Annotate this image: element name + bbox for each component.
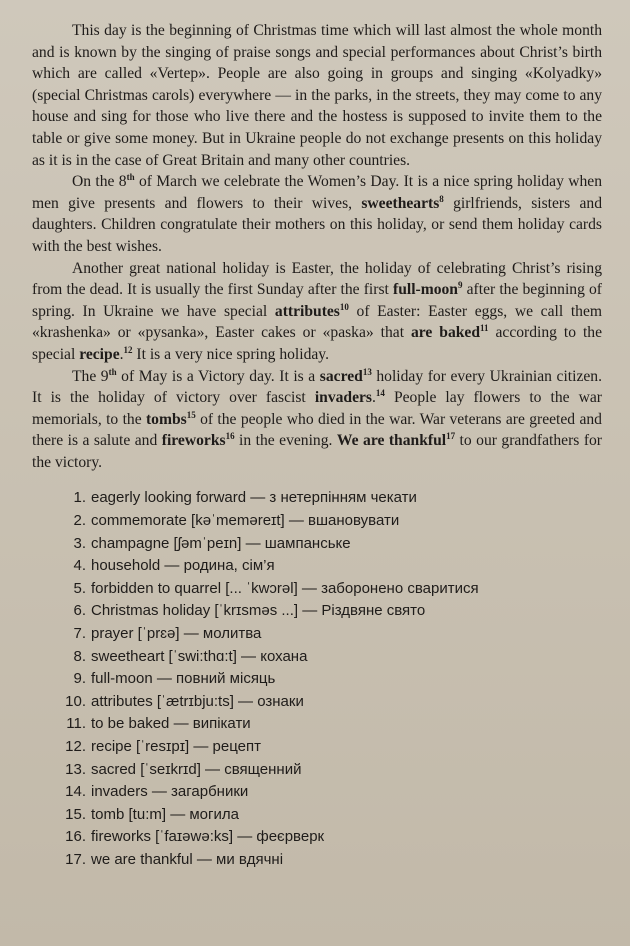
vocab-text: to be baked — випікати <box>91 715 251 733</box>
vocab-number: 17. <box>65 850 86 868</box>
vocab-number: 13. <box>65 760 86 778</box>
text-run: of the people who died in the war. War veterans are greeted and there is a salute and <box>32 410 602 450</box>
vocab-item <box>58 578 602 601</box>
vocab-number: 3. <box>73 534 86 552</box>
vocab-text: fireworks [ˈfaɪəwə:ks] — феєрверк <box>91 828 325 846</box>
vocab-term: are baked <box>410 324 481 342</box>
text-run: according to the special <box>32 324 603 363</box>
footnote-marker: 11 <box>480 323 489 334</box>
vocab-text: sacred [ˈseɪkrɪd] — священний <box>91 760 302 778</box>
vocab-item <box>58 668 602 691</box>
vocab-term: attributes <box>274 302 340 320</box>
paragraph <box>32 258 602 366</box>
vocab-text: attributes [ˈætrɪbju:ts] — ознаки <box>91 692 304 710</box>
vocab-item <box>58 849 602 872</box>
text-run: after the beginning of spring. In Ukraine we have special <box>32 281 602 320</box>
vocab-item <box>58 646 602 669</box>
paragraph <box>32 366 602 474</box>
vocab-term: recipe <box>79 345 120 363</box>
vocab-text: Christmas holiday [ˈkrɪsməs ...] — Різдвяне свято <box>91 602 426 620</box>
text-run: . <box>119 345 124 363</box>
footnote-marker: 9 <box>457 279 463 290</box>
text-run: The 9 <box>72 367 109 385</box>
paragraph <box>32 171 602 257</box>
text-run: This day is the beginning of Christmas time which will last almost the whole month and is known by the singing of praise songs and special performances about Christ’s birth which are called «Vertep». People are also going in groups and singing «Kolyadky» (special Christmas carols) everywhere — in the parks, in the streets, they may come to any house and sing for those who live there and the hostess is supposed to invite them to the table or give some money. But in Ukraine people do not exchange presents on this holiday as it is in the case of Great Britain and many other countries. <box>32 22 602 169</box>
vocab-text: eagerly looking forward — з нетерпінням чекати <box>91 489 417 507</box>
vocab-text: sweetheart [ˈswi:thɑ:t] — кохана <box>91 647 308 665</box>
vocab-term: sacred <box>319 367 363 385</box>
vocab-term: full-moon <box>393 281 458 299</box>
text-run: girlfriends, sisters and daughters. Children congratulate their mothers on this holiday, or send them holiday cards with the best wishes. <box>32 194 602 255</box>
vocab-number: 5. <box>73 579 86 597</box>
vocab-item <box>58 555 602 578</box>
vocab-item <box>58 533 602 556</box>
footnote-marker: th <box>108 366 117 377</box>
vocab-item <box>58 623 602 646</box>
vocab-item <box>58 510 602 533</box>
vocab-item <box>58 691 602 714</box>
vocab-text: full-moon — повний місяць <box>91 670 276 688</box>
vocab-item <box>58 804 602 827</box>
text-run: of March we celebrate the Women’s Day. It is a nice spring holiday when men give presents and flowers to their wives, <box>32 173 602 212</box>
vocab-item <box>58 713 602 736</box>
footnote-marker: 17 <box>446 431 456 442</box>
paragraph <box>32 20 602 171</box>
footnote-marker: 13 <box>362 366 372 377</box>
vocab-number: 2. <box>73 512 86 530</box>
vocab-number: 4. <box>73 557 86 575</box>
text-run: On the 8 <box>72 173 127 191</box>
vocab-number: 10. <box>65 692 86 710</box>
vocab-text: tomb [tu:m] — могила <box>91 805 239 823</box>
vocab-number: 1. <box>73 489 86 507</box>
body-text <box>32 20 602 473</box>
vocab-number: 14. <box>65 783 86 801</box>
vocab-text: commemorate [kəˈmeməreɪt] — вшановувати <box>91 512 400 530</box>
vocab-item <box>58 736 602 759</box>
vocab-term: fireworks <box>161 432 226 450</box>
vocab-number: 11. <box>66 715 86 733</box>
footnote-marker: 14 <box>375 387 385 398</box>
vocab-number: 6. <box>73 602 86 620</box>
vocab-number: 7. <box>73 625 86 643</box>
vocab-number: 15. <box>65 805 86 823</box>
vocab-text: household — родина, сім’я <box>91 557 275 575</box>
vocab-term: invaders <box>314 389 372 407</box>
vocab-text: invaders — загарбники <box>91 783 249 801</box>
text-run: holiday for every Ukrainian citizen. It is the holiday of victory over fascist <box>32 367 602 407</box>
vocab-item <box>58 781 602 804</box>
vocab-item <box>58 826 602 849</box>
text-run: of Easter: Easter eggs, we call them «krashenka» or «pysanka», Easter cakes or «paska» that <box>32 302 603 342</box>
vocab-text: forbidden to quarrel [... ˈkwɔrəl] — заборонено сваритися <box>91 579 479 597</box>
footnote-marker: 8 <box>439 193 444 204</box>
vocab-item <box>58 600 602 623</box>
vocab-item <box>58 759 602 782</box>
text-run: in the evening. <box>234 432 337 450</box>
footnote-marker: th <box>126 171 135 182</box>
text-run: People lay flowers to the war memorials, to the <box>32 389 602 428</box>
vocab-number: 16. <box>65 828 86 846</box>
footnote-marker: 10 <box>339 301 349 312</box>
vocab-number: 12. <box>65 738 86 755</box>
text-run: It is a very nice spring holiday. <box>132 345 329 363</box>
vocab-text: recipe [ˈresɪpɪ] — рецепт <box>91 738 261 755</box>
vocab-number: 9. <box>73 670 86 688</box>
vocab-number: 8. <box>73 647 86 665</box>
footnote-marker: 12 <box>123 344 133 355</box>
footnote-marker: 16 <box>225 431 235 442</box>
footnote-marker: 15 <box>186 409 196 420</box>
vocab-term: sweethearts <box>361 194 440 212</box>
vocab-term: tombs <box>145 410 187 428</box>
text-run: of May is a Victory day. It is a <box>116 367 320 385</box>
vocab-item <box>58 487 602 510</box>
vocab-text: champagne [ʃəmˈpeɪn] — шампанське <box>91 534 351 552</box>
vocab-text: we are thankful — ми вдячні <box>91 850 284 868</box>
vocab-text: prayer [ˈprɛə] — молитва <box>91 625 262 643</box>
text-run: . <box>372 389 376 407</box>
text-run: Another great national holiday is Easter, the holiday of celebrating Christ’s rising from the dead. It is usually the first Sunday after the first <box>32 259 602 299</box>
text-run: to our grandfathers for the victory. <box>32 432 603 471</box>
vocab-term: We are thankful <box>336 432 447 450</box>
vocabulary-list <box>32 487 602 871</box>
